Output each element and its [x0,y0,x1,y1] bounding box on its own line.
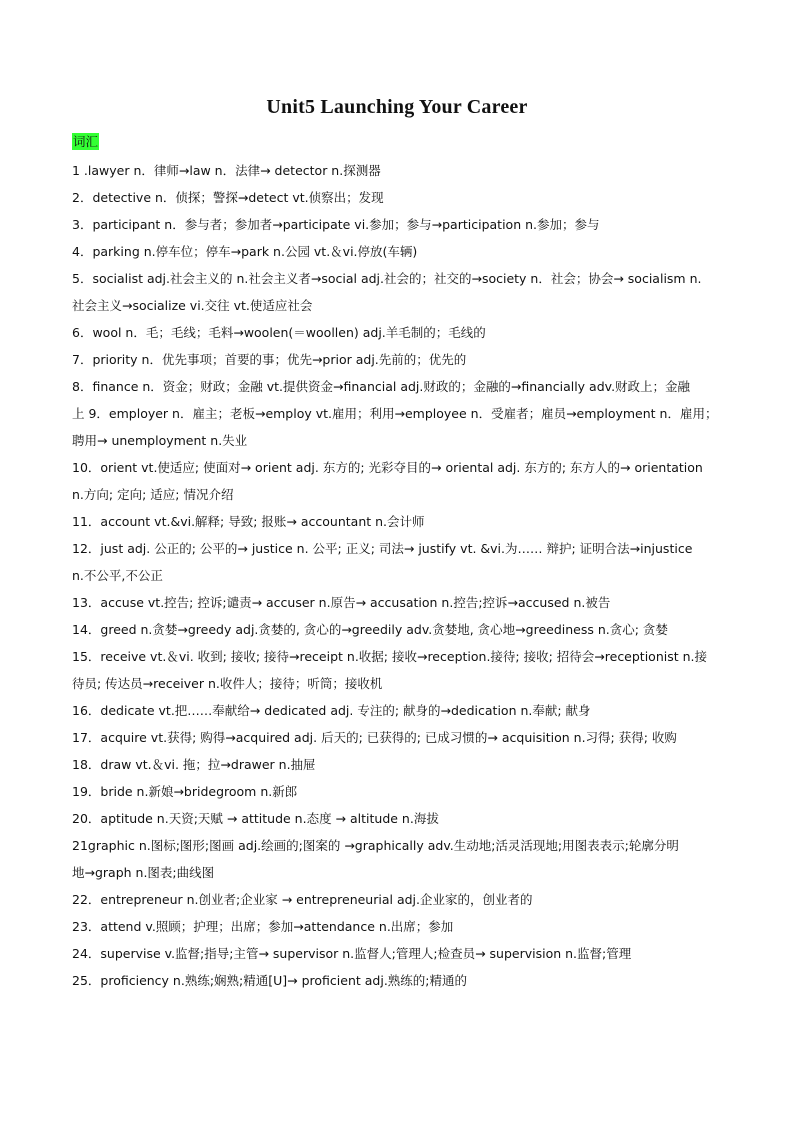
vocab-line: 聘用→ unemployment n.失业 [72,433,248,448]
vocab-line: 7．priority n．优先事项；首要的事；优先→prior adj.先前的；优先的 [72,352,467,367]
vocab-line: 16．dedicate vt.把……奉献给→ dedicated adj. 专注的; 献身的→dedication n.奉献; 献身 [72,703,591,718]
vocab-line: 社会主义→socialize vi.交往 vt.使适应社会 [72,298,313,313]
section-tag-vocabulary: 词汇 [73,134,99,149]
vocab-line: 23．attend v.照顾；护理；出席；参加→attendance n.出席；参加 [72,919,454,934]
vocab-line: n.方向; 定向; 适应; 情况介绍 [72,487,234,502]
vocab-line: 1 .lawyer n．律师→law n．法律→ detector n.探测器 [72,163,381,178]
vocab-line: 10．orient vt.使适应; 使面对→ orient adj. 东方的; 光彩夺目的→ oriental adj. 东方的; 东方人的→ orientation [72,460,703,475]
vocab-line: 12．just adj. 公正的; 公平的→ justice n. 公平; 正义; 司法→ justify vt. &vi.为…… 辩护; 证明合法→injustice [72,541,693,556]
vocab-line: 20．aptitude n.天资;天赋 → attitude n.态度 → altitude n.海拔 [72,811,439,826]
vocab-line: 8．finance n．资金；财政；金融 vt.提供资金→financial adj.财政的；金融的→financially adv.财政上；金融 [72,379,691,394]
vocab-line: 地→graph n.图表;曲线图 [72,865,215,880]
page-title: Unit5 Launching Your Career [266,96,528,118]
vocab-line: 5．socialist adj.社会主义的 n.社会主义者→social adj.社会的；社交的→society n．社会；协会→ socialism n. [72,271,702,286]
vocab-line: 19．bride n.新娘→bridegroom n.新郎 [72,784,298,799]
vocab-line: 17．acquire vt.获得; 购得→acquired adj. 后天的; 已获得的; 已成习惯的→ acquisition n.习得; 获得; 收购 [72,730,677,745]
vocab-line: 14．greed n.贪婪→greedy adj.贪婪的, 贪心的→greedily adv.贪婪地, 贪心地→greediness n.贪心; 贪婪 [72,622,668,637]
vocab-line: n.不公平,不公正 [72,568,163,583]
vocab-line: 18．draw vt.＆vi. 拖；拉→drawer n.抽屉 [72,757,316,772]
vocabulary-list [72,157,732,994]
vocab-line: 15．receive vt.＆vi. 收到; 接收; 接待→receipt n.收据; 接收→reception.接待; 接收; 招待会→receptionist n.接 [72,649,708,664]
vocab-line: 25．proficiency n.熟练;娴熟;精通[U]→ proficient adj.熟练的;精通的 [72,973,468,988]
vocab-line: 13．accuse vt.控告; 控诉;谴责→ accuser n.原告→ accusation n.控告;控诉→accused n.被告 [72,595,611,610]
vocab-line: 21graphic n.图标;图形;图画 adj.绘画的;图案的 →graphically adv.生动地;活灵活现地;用图表表示;轮廓分明 [72,838,679,853]
vocab-line: 4．parking n.停车位；停车→park n.公园 vt.＆vi.停放(车辆) [72,244,418,259]
vocab-line: 22．entrepreneur n.创业者;企业家 → entrepreneurial adj.企业家的，创业者的 [72,892,533,907]
vocab-line: 24．supervise v.监督;指导;主管→ supervisor n.监督人;管理人;检查员→ supervision n.监督;管理 [72,946,632,961]
vocab-line: 上 9．employer n．雇主；老板→employ vt.雇用；利用→employee n．受雇者；雇员→employment n．雇用； [72,406,718,421]
vocab-line: 3．participant n．参与者；参加者→participate vi.参加；参与→participation n.参加；参与 [72,217,600,232]
vocab-line: 11．account vt.&vi.解释; 导致; 报账→ accountant n.会计师 [72,514,425,529]
vocab-line: 待员; 传达员→receiver n.收件人；接待；听筒；接收机 [72,676,383,691]
vocab-line: 6．wool n．毛；毛线；毛料→woolen(＝woollen) adj.羊毛制的；毛线的 [72,325,486,340]
vocab-line: 2．detective n．侦探；警探→detect vt.侦察出；发现 [72,190,384,205]
